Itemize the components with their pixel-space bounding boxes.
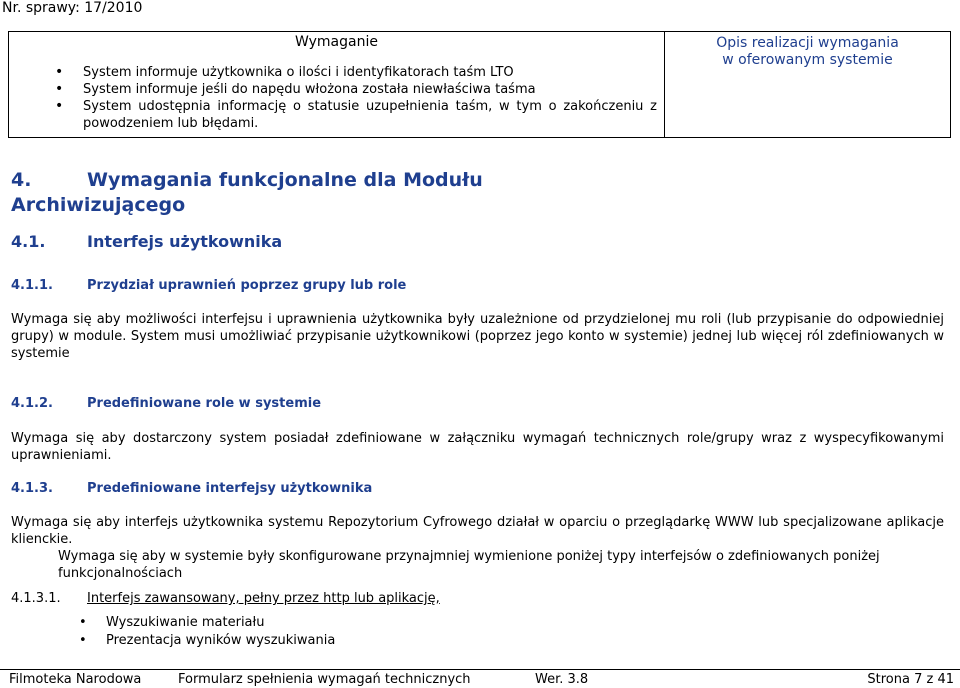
requirement-list [9,64,664,132]
list-item: • System informuje jeśli do napędu włożona została niewłaściwa taśma [83,81,664,98]
list-item: • Wyszukiwanie materiału [106,614,335,632]
realization-heading [665,32,950,69]
section-4-1-1-heading [11,278,406,293]
section-number: 4.1. [11,232,46,251]
realization-column [665,32,950,137]
requirements-table [8,31,951,138]
section-number: 4.1.3. [11,481,53,496]
footer-doc-title: Formularz spełnienia wymagań technicznych [178,672,471,687]
section-title: Interfejs użytkownika [87,232,283,251]
section-number: 4.1.1. [11,278,53,293]
section-4-1-heading [11,232,282,251]
section-number: 4.1.2. [11,396,53,411]
page-footer [0,669,960,688]
footer-org: Filmoteka Narodowa [9,672,142,687]
section-4-heading [11,168,483,218]
requirement-column [9,32,665,137]
section-title: Predefiniowane interfejsy użytkownika [87,481,373,496]
section-number: 4. [11,169,32,191]
requirement-heading: Wymaganie [295,34,378,50]
section-title: Interfejs zawansowany, pełny przez http lub aplikację, [87,591,440,606]
section-number: 4.1.3.1. [11,591,61,606]
section-title: Predefiniowane role w systemie [87,396,322,411]
section-4-1-2-heading [11,396,321,411]
footer-version: Wer. 3.8 [535,672,589,687]
section-4-1-1-text: Wymaga się aby możliwości interfejsu i uprawnienia użytkownika były uzależnione od przydzielonej mu roli (lub przypisanie do odpowiedniej grupy) w module. System musi umożliwiać przypisanie użytkownikowi (poprzez jego konto w systemie) jednej lub więcej ról zdefiniowanych w systemie [11,312,944,361]
realization-heading-line2: w oferowanym systemie [722,52,893,68]
section-4-1-3-text2: Wymaga się aby w systemie były skonfigurowane przynajmniej wymienione poniżej typy interfejsów o zdefiniowanych poniżej funkcjonalnościach [58,549,880,581]
list-item: • System informuje użytkownika o ilości i identyfikatorach taśm LTO [83,64,664,81]
section-4-1-3-1-heading [11,591,440,606]
section-4-1-3-text: Wymaga się aby interfejs użytkownika systemu Repozytorium Cyfrowego działał w oparciu o przeglądarkę WWW lub specjalizowane aplikacje klienckie. [11,515,944,547]
case-number: Nr. sprawy: 17/2010 [2,0,143,16]
section-title-cont: Archiwizującego [11,194,186,216]
list-item: • Prezentacja wyników wyszukiwania [106,632,335,650]
footer-page-number: Strona 7 z 41 [867,672,954,687]
section-title: Przydział uprawnień poprzez grupy lub role [87,278,407,293]
section-4-1-3-heading [11,481,372,496]
realization-heading-line1: Opis realizacji wymagania [716,35,899,51]
section-title: Wymagania funkcjonalne dla Modułu [87,169,483,191]
interface-features-list [106,614,335,650]
list-item: • System udostępnia informację o statusie uzupełnienia taśm, w tym o zakończeniu z powodzeniem lub błędami. [83,98,657,132]
section-4-1-2-text: Wymaga się aby dostarczony system posiadał zdefiniowane w załączniku wymagań technicznych role/grupy wraz z wyspecyfikowanymi uprawnieniami. [11,431,944,463]
